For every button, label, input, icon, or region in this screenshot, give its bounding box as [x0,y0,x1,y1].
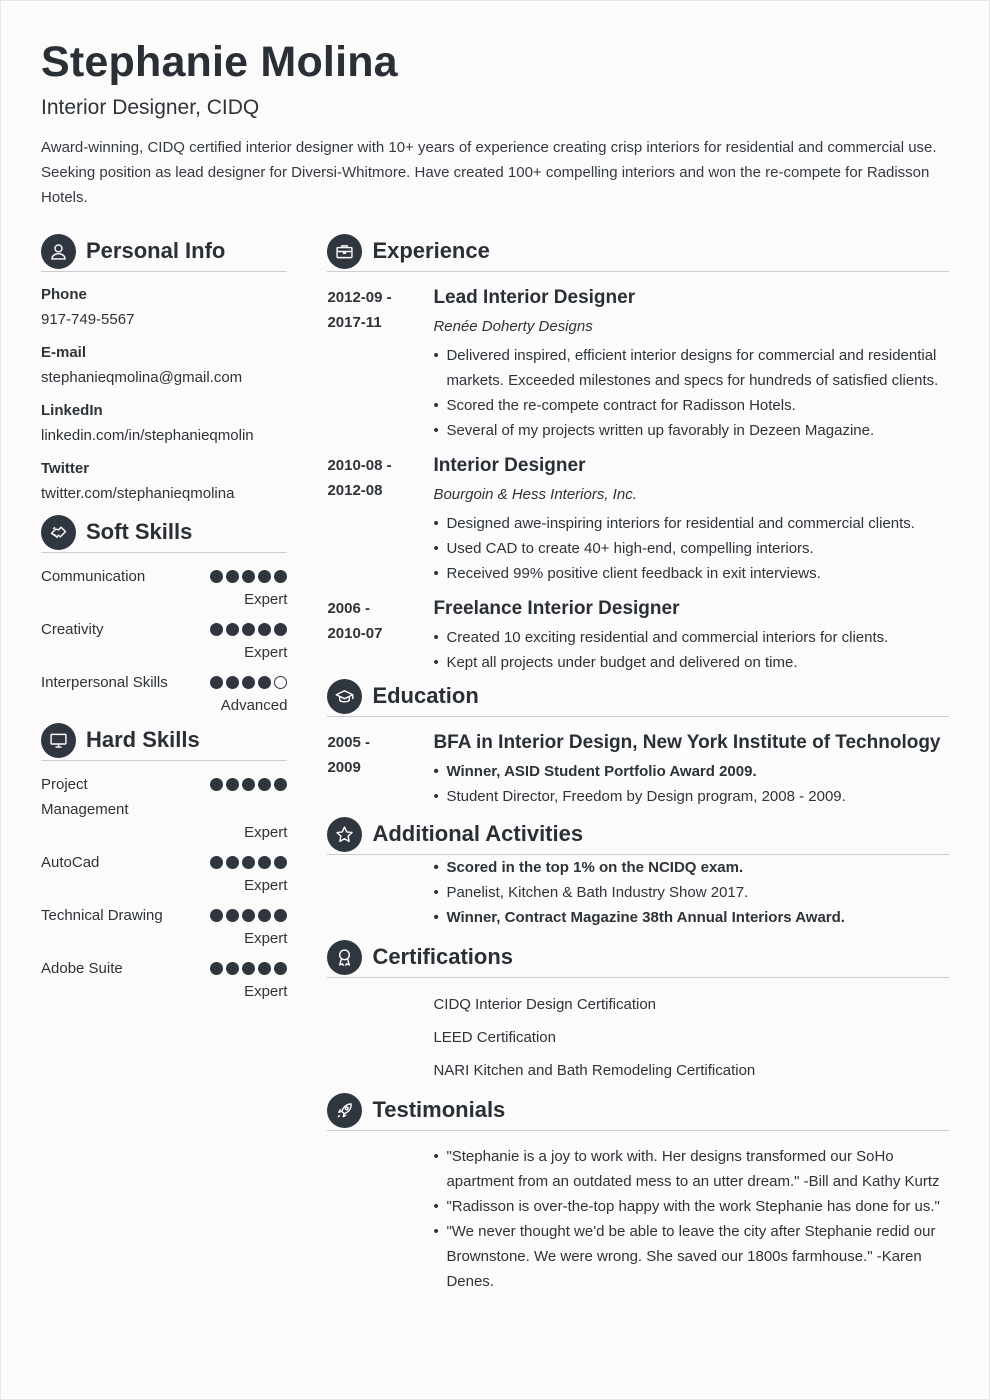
monitor-icon [41,723,76,758]
rating-dot-filled [210,676,223,689]
skill-level: Expert [244,930,288,947]
testimonials-title: Testimonials [372,1097,506,1122]
skill-level: Expert [244,591,288,608]
personal-info-label: Phone [41,286,87,303]
education-header [327,679,949,717]
rating-dot-filled [226,962,239,975]
date-end: 2017-11 [327,314,382,331]
skill-item [41,564,287,610]
rating-dot-filled [258,856,271,869]
skill-level: Expert [244,983,288,1000]
skill-name: Project Management [41,776,129,818]
personal-info-header [41,234,287,272]
activity-item: • Winner, Contract Magazine 38th Annual Interiors Award. [433,905,949,930]
rating-dot-empty [274,676,287,689]
job-title: Lead Interior Designer [433,287,636,308]
hard-skills-list [41,772,287,1002]
rating-dot-filled [242,962,255,975]
date-start: 2012-09 - [327,289,392,306]
degree-title: BFA in Interior Design, New York Institute of Technology [433,732,941,753]
personal-info-item [41,460,287,503]
entry-body [433,285,949,443]
skill-rating [210,956,287,970]
skill-name: Adobe Suite [41,960,123,977]
skill-name: Communication [41,568,146,585]
skill-rating [210,850,287,864]
education-title: Education [372,683,479,708]
experience-title: Experience [372,238,490,263]
personal-info-label: E-mail [41,344,87,361]
rating-dot-filled [226,623,239,636]
activity-item: • Panelist, Kitchen & Bath Industry Show 2017. [433,880,949,905]
rating-dot-filled [242,909,255,922]
entry-body [433,596,949,675]
company-name: Bourgoin & Hess Interiors, Inc. [433,486,637,503]
personal-info-value: twitter.com/stephanieqmolina [41,485,235,502]
testimonials-section [327,1093,949,1294]
testimonials-header [327,1093,949,1131]
date-start: 2010-08 - [327,457,392,474]
rating-dot-filled [274,623,287,636]
personal-info-item [41,402,287,445]
rating-dot-filled [226,909,239,922]
certification-item: NARI Kitchen and Bath Remodeling Certification [433,1062,756,1079]
skill-rating [210,772,287,786]
activities-list [433,855,949,930]
skill-level: Expert [244,824,288,841]
left-column [41,234,287,1304]
personal-info-item [41,286,287,329]
bullet-item: • Created 10 exciting residential and commercial interiors for clients. [433,625,949,650]
date-end: 2009 [327,759,361,776]
rating-dot-filled [210,856,223,869]
education-list [327,730,949,809]
personal-info-value: stephanieqmolina@gmail.com [41,369,243,386]
bullet-item: • Received 99% positive client feedback in exit interviews. [433,561,949,586]
job-bullets [433,511,949,586]
personal-info-value: linkedin.com/in/stephanieqmolin [41,427,254,444]
skill-row [41,772,287,822]
skill-row [41,564,287,589]
education-entry [327,730,949,809]
skill-row [41,956,287,981]
rating-dot-filled [242,778,255,791]
activity-item: • Scored in the top 1% on the NCIDQ exam. [433,855,949,880]
skill-item [41,617,287,663]
handshake-icon [41,515,76,550]
bullet-item: • Student Director, Freedom by Design program, 2008 - 2009. [433,784,949,809]
soft-skills-title: Soft Skills [86,519,193,544]
experience-section [327,234,949,675]
rating-dot-filled [274,962,287,975]
rating-dot-filled [210,909,223,922]
rating-dot-filled [258,778,271,791]
skill-name: Interpersonal Skills [41,674,168,691]
skill-row [41,850,287,875]
entry-date [327,453,433,586]
resume-columns [41,234,949,1304]
rating-dot-filled [274,909,287,922]
soft-skills-list [41,564,287,716]
certifications-section [327,940,949,1083]
rating-dot-filled [242,623,255,636]
bullet-item: • Several of my projects written up favorably in Dezeen Magazine. [433,418,949,443]
certifications-title: Certifications [372,944,514,969]
skill-item [41,850,287,896]
personal-info-title: Personal Info [86,238,226,263]
personal-info-label: Twitter [41,460,90,477]
date-end: 2012-08 [327,482,383,499]
date-start: 2006 - [327,600,370,617]
candidate-name: Stephanie Molina [41,38,398,86]
rating-dot-filled [274,570,287,583]
skill-row [41,617,287,642]
education-bullets [433,759,949,809]
rating-dot-filled [242,856,255,869]
job-bullets [433,343,949,443]
entry-body [433,453,949,586]
testimonial-item: • "We never thought we'd be able to leave the city after Stephanie redid our Brownstone. We were wrong. She saved our 1800s farmhouse." -Karen Denes. [433,1219,949,1294]
skill-name: AutoCad [41,854,100,871]
skill-row [41,903,287,928]
bullet-item: • Used CAD to create 40+ high-end, compelling interiors. [433,536,949,561]
company-name: Renée Doherty Designs [433,318,593,335]
rating-dot-filled [258,962,271,975]
rating-dot-filled [242,676,255,689]
experience-header [327,234,949,272]
rating-dot-filled [258,570,271,583]
skill-level: Advanced [220,697,288,714]
personal-info-value: 917-749-5567 [41,311,135,328]
experience-list [327,285,949,675]
date-start: 2005 - [327,734,370,751]
certifications-list [433,992,949,1083]
bullet-item: • Delivered inspired, efficient interior designs for commercial and residential markets. Exceeded milestones and specs for hundreds of satisfied clients. [433,343,949,393]
entry-body [433,730,949,809]
skill-name: Technical Drawing [41,907,163,924]
right-column [327,234,949,1304]
experience-entry [327,285,949,443]
hard-skills-header [41,723,287,761]
star-icon [327,817,362,852]
certifications-header [327,940,949,978]
education-section [327,679,949,809]
skill-row [41,670,287,695]
rocket-icon [327,1093,362,1128]
rating-dot-filled [258,676,271,689]
job-title: Freelance Interior Designer [433,598,680,619]
summary: Award-winning, CIDQ certified interior designer with 10+ years of experience creating crisp interiors for residential and commercial use. Seeking position as lead designer for Diversi-Whitmore. Have created 100+ compelling interiors and won the re-compete for Radisson Hotels. [41,139,937,206]
entry-date [327,596,433,675]
rating-dot-filled [258,623,271,636]
testimonials-list [433,1144,949,1294]
certification-item: CIDQ Interior Design Certification [433,996,657,1013]
rating-dot-filled [226,778,239,791]
award-ribbon-icon [327,940,362,975]
entry-date [327,730,433,809]
job-title: Interior Designer [433,455,586,476]
rating-dot-filled [258,909,271,922]
activities-title: Additional Activities [372,821,584,846]
bullet-item: • Scored the re-compete contract for Radisson Hotels. [433,393,949,418]
experience-entry [327,596,949,675]
date-end: 2010-07 [327,625,383,642]
rating-dot-filled [210,778,223,791]
entry-date [327,285,433,443]
skill-rating [210,670,287,684]
rating-dot-filled [242,570,255,583]
skill-name: Creativity [41,621,104,638]
candidate-role: Interior Designer, CIDQ [41,96,260,119]
rating-dot-filled [210,623,223,636]
skill-item [41,956,287,1002]
rating-dot-filled [274,778,287,791]
experience-entry [327,453,949,586]
hard-skills-title: Hard Skills [86,727,200,752]
graduation-cap-icon [327,679,362,714]
skill-item [41,903,287,949]
certification-item: LEED Certification [433,1029,556,1046]
rating-dot-filled [274,856,287,869]
skill-rating [210,903,287,917]
personal-info-item [41,344,287,387]
rating-dot-filled [210,962,223,975]
rating-dot-filled [226,570,239,583]
bullet-item: • Kept all projects under budget and delivered on time. [433,650,949,675]
activities-header [327,817,949,855]
briefcase-icon [327,234,362,269]
skill-rating [210,617,287,631]
bullet-item: • Designed awe-inspiring interiors for residential and commercial clients. [433,511,949,536]
activities-section [327,817,949,930]
testimonial-item: • "Stephanie is a joy to work with. Her designs transformed our SoHo apartment from an outdated mess to an utter dream." -Bill and Kathy Kurtz [433,1144,949,1194]
personal-info-list [41,286,287,503]
rating-dot-filled [210,570,223,583]
soft-skills-header [41,515,287,553]
skill-level: Expert [244,644,288,661]
user-icon [41,234,76,269]
testimonial-item: • "Radisson is over-the-top happy with the work Stephanie has done for us." [433,1194,949,1219]
skill-rating [210,564,287,578]
skill-level: Expert [244,877,288,894]
rating-dot-filled [226,676,239,689]
job-bullets [433,625,949,675]
skill-item [41,772,287,843]
personal-info-label: LinkedIn [41,402,103,419]
skill-item [41,670,287,716]
bullet-item: • Winner, ASID Student Portfolio Award 2009. [433,759,949,784]
rating-dot-filled [226,856,239,869]
